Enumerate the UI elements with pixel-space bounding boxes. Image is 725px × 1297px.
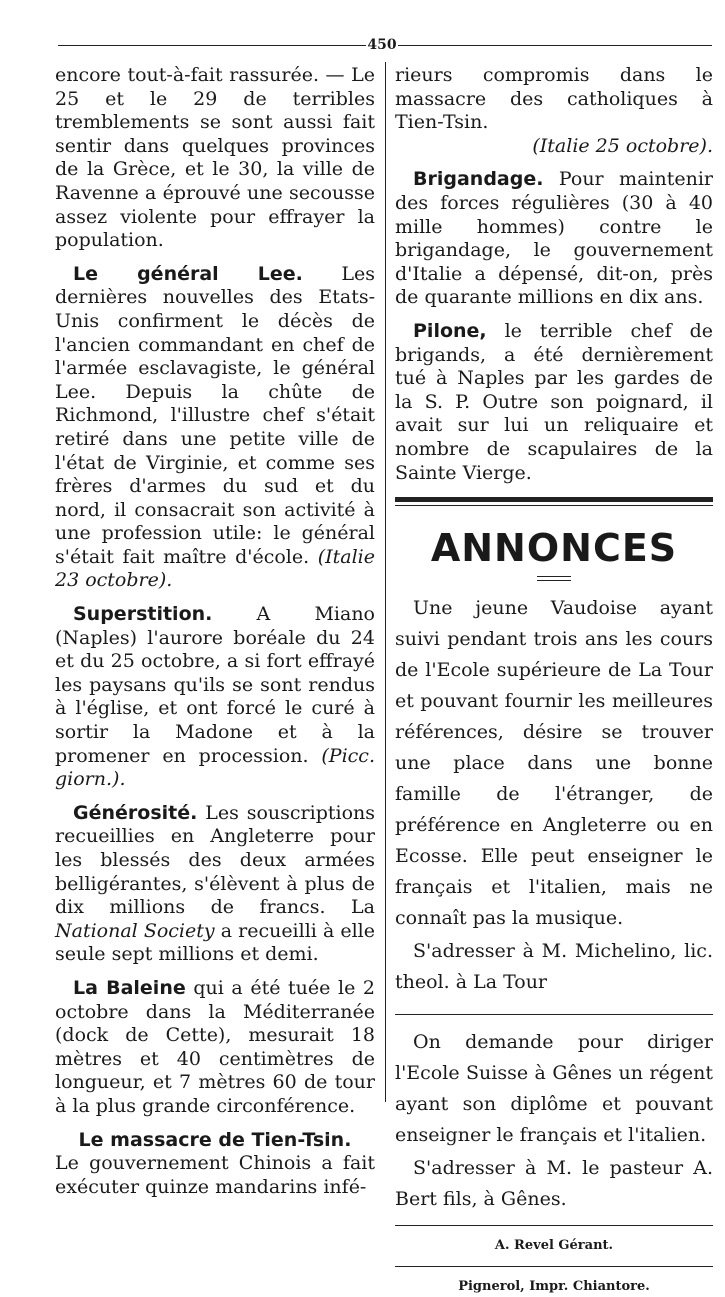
body-generosite-1: Les souscriptions recueillies en Angleterre pour les blessés des deux armées belligérantes, s'élèvent à plus de dix millions de francs. La <box>55 801 375 919</box>
article-superstition <box>55 603 375 792</box>
article-baleine <box>55 977 375 1119</box>
annonces-rule-2 <box>537 580 571 581</box>
column-divider <box>385 62 386 1102</box>
annonces-rule-1 <box>537 576 571 577</box>
body-brigandage: Pour maintenir des forces régulières (30 à 40 mille hommes) contre le brigandage, le gouvernement d'Italie a dépensé, dit-on, près de quarante millions en dix ans. <box>395 168 713 309</box>
article-brigandage <box>395 168 713 310</box>
printer-line: Pignerol, Impr. Chiantore. <box>458 1279 650 1295</box>
source-general-lee: (Italie 23 octobre). <box>55 545 375 592</box>
ad-ecole-suisse: On demande pour diriger l'Ecole Suisse à Gênes un régent ayant son diplôme et pouvant enseigner le français et l'italien. <box>395 1031 713 1147</box>
header-rule-left <box>58 45 366 46</box>
left-column <box>55 64 375 1199</box>
article-tien-tsin-cont: rieurs compromis dans le massacre des catholiques à Tien-Tsin. <box>395 64 713 134</box>
headline-tien-tsin-wrap <box>55 1129 375 1153</box>
section-rule-thick <box>395 497 713 502</box>
source-tien-tsin-text: (Italie 25 octobre). <box>532 134 713 157</box>
headline-pilone: Pilone, <box>413 319 487 342</box>
headline-superstition: Superstition. <box>73 603 213 626</box>
article-generosite <box>55 802 375 967</box>
body-tien-tsin: Le gouvernement Chinois a fait exécuter quinze mandarins infé- <box>55 1152 375 1198</box>
article-general-lee <box>55 263 375 593</box>
body-general-lee: Les dernières nouvelles des Etats-Unis confirment le décès de l'ancien commandant en chef de l'armée esclavagiste, le général Lee. Depuis la chûte de Richmond, l'illustre chef s'était retiré dans une petite ville de l'état de Virginie, et comme ses frères d'armes du sud et du nord, il consacrait son activité à une profession utile: le général s'était fait maître d'école. <box>55 262 375 568</box>
headline-brigandage: Brigandage. <box>413 168 544 191</box>
ad-vaudoise: Une jeune Vaudoise ayant suivi pendant trois ans les cours de l'Ecole supérieure de La Tour et pouvant fournir les meilleures références, désire se trouver une place dans une bonne famille de l'étranger, de préférence en Angleterre ou en Ecosse. Elle peut enseigner le français et l'italien, mais ne connaît pas la musique. <box>395 597 713 930</box>
headline-tien-tsin: Le massacre de Tien-Tsin. <box>78 1128 352 1151</box>
gerant-line: A. Revel Gérant. <box>494 1238 614 1254</box>
ad-ecole-suisse-contact: S'adresser à M. le pasteur A. Bert fils, à Gênes. <box>395 1157 713 1211</box>
gerant-rule-top <box>395 1225 713 1226</box>
section-rule-thin <box>395 505 713 506</box>
body-baleine: qui a été tuée le 2 octobre dans la Méditerranée (dock de Cette), mesurait 18 mètres et 40 centimètres de longueur, et 7 mètres 60 de tour à la plus grande circonférence. <box>55 976 376 1117</box>
right-column <box>395 64 713 1297</box>
source-superstition: (Picc. giorn.). <box>55 744 375 791</box>
annonces-title: ANNONCES <box>430 526 678 571</box>
ad-vaudoise-contact: S'adresser à M. Michelino, lic. theol. à La Tour <box>395 940 713 994</box>
article-pilone <box>395 320 713 485</box>
gerant-rule-bottom <box>395 1266 713 1267</box>
body-generosite-2: a recueilli à elle seule sept millions et demi. <box>55 919 375 966</box>
body-pilone: le terrible chef de brigands, a été dernièrement tué à Naples par les gardes de la S. P. Outre son poignard, il avait sur lui un reliquaire et nombre de scapulaires de la Sainte Vierge. <box>395 319 713 484</box>
page-number: 450 <box>367 37 397 53</box>
article-earthquake: encore tout-à-fait rassurée. — Le 25 et le 29 de terribles tremblements se sont aussi fait sentir dans quelques provinces de la Grèce, et le 30, la ville de Ravenne a éprouvé une secousse assez violente pour effrayer la population. <box>55 64 375 252</box>
headline-general-lee: Le général Lee. <box>73 262 303 285</box>
source-tien-tsin <box>395 135 713 159</box>
headline-baleine: La Baleine <box>73 976 186 999</box>
body-superstition: A Miano (Naples) l'aurore boréale du 24 et du 25 octobre, a si fort effrayé les paysans qu'ils se sont rendus à l'église, et ont forcé le curé à sortir la Madone et à la promener en procession. <box>55 603 375 767</box>
body-generosite-italic: National Society <box>55 919 215 942</box>
headline-generosite: Générosité. <box>73 801 198 824</box>
page-header <box>58 34 712 56</box>
ad-separator <box>395 1014 713 1015</box>
header-rule-right <box>398 45 712 46</box>
